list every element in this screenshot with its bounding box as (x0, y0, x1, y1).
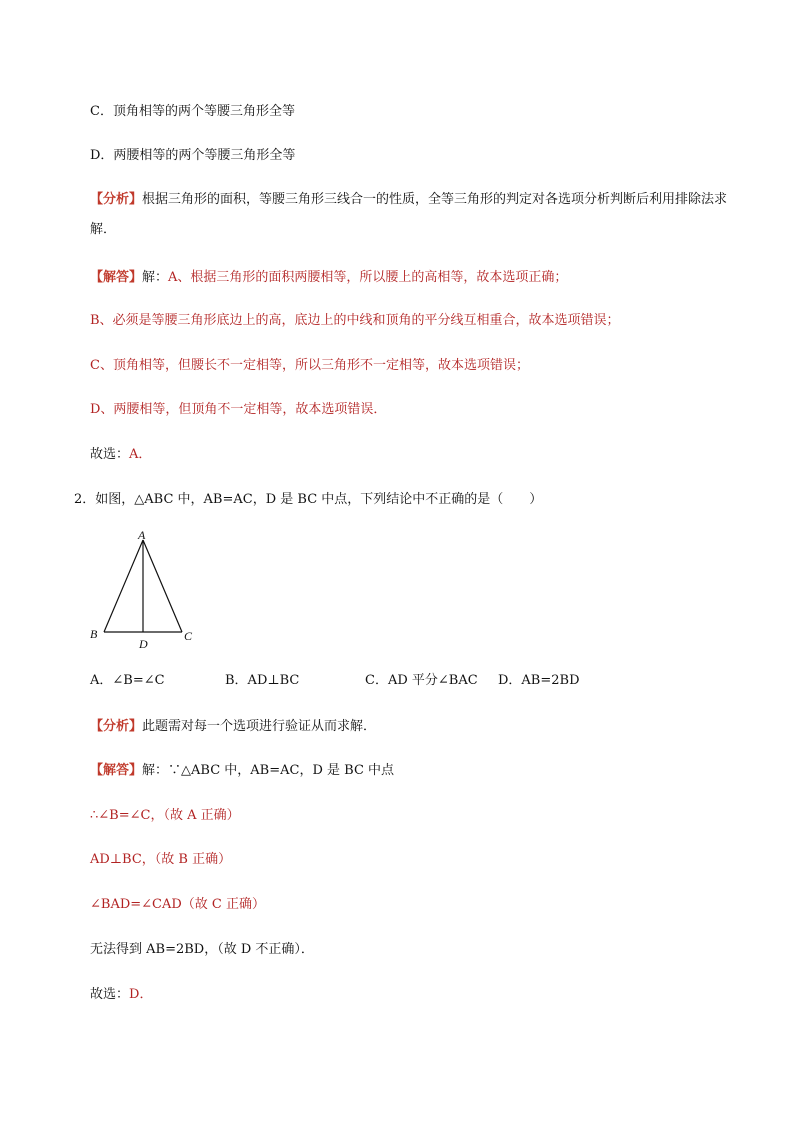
answer-line-a: A、根据三角形的面积两腰相等，所以腰上的高相等，故本选项正确； (168, 270, 568, 285)
answer-step-3: ∠BAD=∠CAD（故 C 正确） (90, 897, 266, 912)
label-c: C (184, 629, 193, 643)
question-number: 2． (74, 492, 96, 507)
choose-prefix: 故选： (90, 447, 130, 462)
analysis-tag: 【分析】 (90, 719, 143, 734)
q2-option-b: B．AD⊥BC (225, 673, 300, 688)
answer-line-d: D、两腰相等，但顶角不一定相等，故本选项错误． (90, 402, 387, 417)
answer-prefix: 解： (142, 763, 169, 778)
answer-prefix: 解： (142, 270, 169, 285)
q1-choose (90, 445, 151, 465)
answer-step-2: AD⊥BC，（故 B 正确） (90, 852, 232, 867)
analysis-text: 根据三角形的面积，等腰三角形三线合一的性质，全等三角形的判定对各选项分析判断后利用排除法求解． (90, 192, 728, 237)
q2-option-c: C．AD 平分∠BAC (365, 673, 478, 688)
option-c: C．顶角相等的两个等腰三角形全等 (90, 104, 295, 119)
analysis-tag: 【分析】 (90, 192, 143, 207)
q1-answer (90, 268, 567, 288)
q2-stem (74, 490, 542, 510)
q2-answer (90, 761, 394, 781)
answer-line-c: C、顶角相等，但腰长不一定相等，所以三角形不一定相等，故本选项错误； (90, 358, 529, 373)
answer-step-4: 无法得到 AB=2BD，（故 D 不正确）． (90, 942, 314, 957)
side-ab (104, 540, 143, 632)
label-d: D (139, 637, 148, 648)
choose-value: D． (129, 987, 153, 1002)
label-b: B (90, 627, 98, 641)
answer-tag: 【解答】 (90, 270, 143, 285)
triangle-figure (86, 528, 206, 648)
label-a: A (138, 528, 146, 542)
answer-line-b: B、必须是等腰三角形底边上的高，底边上的中线和顶角的平分线互相重合，故本选项错误； (90, 313, 620, 328)
option-d: D．两腰相等的两个等腰三角形全等 (90, 148, 296, 163)
q1-analysis (90, 185, 730, 245)
q2-option-d: D．AB=2BD (498, 673, 580, 688)
q2-analysis (90, 717, 376, 737)
question-text: 如图，△ABC 中，AB=AC，D 是 BC 中点，下列结论中不正确的是（ ） (95, 492, 543, 507)
q2-option-a: A．∠B=∠C (90, 673, 165, 688)
q2-choose (90, 985, 152, 1005)
choose-value: A． (129, 447, 152, 462)
analysis-text: 此题需对每一个选项进行验证从而求解． (142, 719, 377, 734)
side-ac (143, 540, 182, 632)
answer-step-1: ∴∠B=∠C，（故 A 正确） (90, 808, 240, 823)
choose-prefix: 故选： (90, 987, 130, 1002)
answer-tag: 【解答】 (90, 763, 143, 778)
answer-line-1: ∵△ABC 中，AB=AC，D 是 BC 中点 (168, 763, 395, 778)
